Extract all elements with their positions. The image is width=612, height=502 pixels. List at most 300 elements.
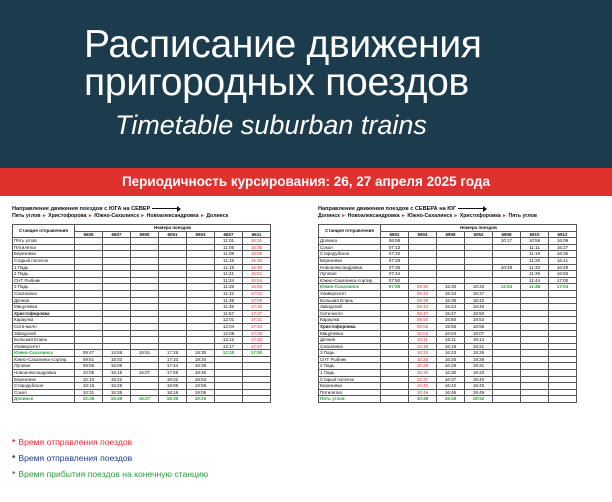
time-cell xyxy=(131,271,159,278)
time-cell xyxy=(493,244,521,251)
train-number: 6903 xyxy=(187,231,215,238)
time-cell xyxy=(549,376,577,383)
time-cell: 18:37 xyxy=(465,290,493,297)
timetable-table xyxy=(318,224,577,403)
time-cell xyxy=(549,330,577,337)
time-cell xyxy=(75,323,103,330)
time-cell xyxy=(549,317,577,324)
time-cell: 11:21 xyxy=(215,271,243,278)
route-arrow-icon: ► xyxy=(399,213,408,219)
table-row xyxy=(319,383,577,390)
station-name: Большая Елань xyxy=(13,337,75,344)
table-row xyxy=(319,310,577,317)
time-cell xyxy=(75,244,103,251)
time-cell xyxy=(409,271,437,278)
table-row xyxy=(319,396,577,403)
station-name: Пятилетка xyxy=(319,389,381,396)
time-cell xyxy=(215,370,243,377)
table-row xyxy=(13,310,271,317)
station-name: 1 Падь xyxy=(319,370,381,377)
time-cell xyxy=(159,343,187,350)
station-name: Южно-Сахалинск xyxy=(319,284,381,291)
station-name: 1 Падь xyxy=(13,264,75,271)
route-stop: Южно-Сахалинск xyxy=(407,213,453,219)
time-cell xyxy=(159,323,187,330)
time-cell: 16:11 xyxy=(437,337,465,344)
station-name: 3 Падь xyxy=(13,284,75,291)
time-cell: 19:21 xyxy=(465,343,493,350)
time-cell xyxy=(465,244,493,251)
time-cell xyxy=(549,396,577,403)
station-name: Новоалександровка xyxy=(13,370,75,377)
time-cell xyxy=(381,323,409,330)
station-name: Караулка xyxy=(319,317,381,324)
time-cell: 11:05 xyxy=(215,244,243,251)
table-row xyxy=(13,370,271,377)
time-cell xyxy=(549,290,577,297)
time-cell: 07:36 xyxy=(381,264,409,271)
periodicity-band xyxy=(0,168,612,196)
arrow-right-icon xyxy=(458,208,484,209)
time-cell xyxy=(131,264,159,271)
time-cell xyxy=(215,389,243,396)
time-cell xyxy=(131,383,159,390)
time-cell: 11:44 xyxy=(521,277,549,284)
table-row xyxy=(13,284,271,291)
table-row xyxy=(13,297,271,304)
time-cell xyxy=(159,310,187,317)
time-cell: 16:56 xyxy=(243,284,271,291)
time-cell xyxy=(493,251,521,258)
table-row xyxy=(13,376,271,383)
time-cell xyxy=(131,251,159,258)
train-number: 6611 xyxy=(243,231,271,238)
station-name: СНТ Рыбник xyxy=(319,356,381,363)
time-cell xyxy=(131,310,159,317)
time-cell: 18:33 xyxy=(465,284,493,291)
time-cell xyxy=(381,396,409,403)
station-name: Пять углов xyxy=(319,396,381,403)
time-cell xyxy=(103,330,131,337)
legend-blue-text: Время отправления поездов xyxy=(18,453,133,463)
route-arrow-icon: ► xyxy=(500,213,509,219)
table-row xyxy=(319,317,577,324)
time-cell xyxy=(549,323,577,330)
table-row xyxy=(13,350,271,357)
time-cell xyxy=(187,310,215,317)
time-cell xyxy=(493,317,521,324)
station-name: 2 Падь xyxy=(319,363,381,370)
time-cell xyxy=(131,238,159,245)
time-cell xyxy=(549,350,577,357)
time-cell: 18:30 xyxy=(187,350,215,357)
time-cell: 17:28 xyxy=(159,350,187,357)
time-cell xyxy=(437,244,465,251)
time-cell: 11:26 xyxy=(215,284,243,291)
time-cell: 16:35 xyxy=(243,244,271,251)
time-cell xyxy=(437,251,465,258)
station-name: Стародубское xyxy=(319,251,381,258)
time-cell: 09:43 xyxy=(409,304,437,311)
time-cell xyxy=(75,257,103,264)
train-number: 6906 xyxy=(437,231,465,238)
time-cell xyxy=(549,337,577,344)
station-name: Мицулевка xyxy=(319,330,381,337)
time-cell xyxy=(493,330,521,337)
time-cell xyxy=(521,304,549,311)
time-cell: 19:07 xyxy=(465,330,493,337)
time-cell xyxy=(187,277,215,284)
station-name: 2 Падь xyxy=(13,271,75,278)
time-cell xyxy=(381,389,409,396)
time-cell: 15:47 xyxy=(437,310,465,317)
route-stop: Пять углов xyxy=(508,213,537,219)
time-cell xyxy=(493,370,521,377)
station-name: Сити-молл xyxy=(13,323,75,330)
legend-green-text: Время прибытия поездов на конечную станцию xyxy=(18,469,209,479)
time-cell xyxy=(187,257,215,264)
time-cell xyxy=(409,244,437,251)
time-cell: 07:55 xyxy=(381,284,409,291)
station-name: Сокол xyxy=(319,244,381,251)
route-arrow-icon: ► xyxy=(40,213,49,219)
station-name: Старый поселок xyxy=(319,376,381,383)
time-cell: 18:16 xyxy=(159,389,187,396)
time-cell xyxy=(381,337,409,344)
table-row xyxy=(319,363,577,370)
time-cell xyxy=(381,356,409,363)
time-cell: 16:49 xyxy=(437,396,465,403)
station-name: Сокол xyxy=(13,389,75,396)
time-cell xyxy=(549,297,577,304)
route-stop: Христофоровка xyxy=(459,213,501,219)
time-cell xyxy=(493,257,521,264)
direction-heading xyxy=(318,206,603,213)
table-row xyxy=(13,323,271,330)
time-cell: 17:33 xyxy=(159,356,187,363)
time-cell xyxy=(493,376,521,383)
time-cell: 12:01 xyxy=(215,317,243,324)
time-cell xyxy=(243,376,271,383)
time-cell: 11:03 xyxy=(493,284,521,291)
time-cell xyxy=(521,330,549,337)
table-row xyxy=(13,330,271,337)
time-cell: 19:28 xyxy=(465,356,493,363)
route-stop: Новоалександровка xyxy=(347,213,400,219)
time-cell: 12:12 xyxy=(215,337,243,344)
time-cell xyxy=(493,396,521,403)
time-cell xyxy=(75,310,103,317)
time-cell: 16:30 xyxy=(437,370,465,377)
station-column-header: Станция отправления xyxy=(319,225,381,238)
time-cell: 11:01 xyxy=(215,238,243,245)
time-cell xyxy=(75,284,103,291)
time-cell: 11:24 xyxy=(215,277,243,284)
time-cell xyxy=(381,330,409,337)
station-name: Мицулевка xyxy=(13,304,75,311)
station-name: Дачная xyxy=(13,297,75,304)
station-name: Христофоровка xyxy=(13,310,75,317)
time-cell: 16:42 xyxy=(437,383,465,390)
time-cell xyxy=(187,317,215,324)
time-cell: 17:34 xyxy=(243,323,271,330)
time-cell xyxy=(159,297,187,304)
time-cell: 09:51 xyxy=(75,356,103,363)
time-cell: 17:50 xyxy=(243,350,271,357)
time-cell: 09:47 xyxy=(409,310,437,317)
table-row xyxy=(13,290,271,297)
time-cell xyxy=(437,271,465,278)
time-cell: 18:46 xyxy=(465,304,493,311)
time-cell: 16:28 xyxy=(437,363,465,370)
time-cell xyxy=(437,238,465,245)
asterisk-icon: * xyxy=(12,469,16,479)
time-cell: 10:17 xyxy=(493,238,521,245)
time-cell: 12:08 xyxy=(215,330,243,337)
route-stop: Пять углов xyxy=(12,213,41,219)
time-cell: 15:22 xyxy=(103,376,131,383)
station-name: 3 Падь xyxy=(319,350,381,357)
time-cell xyxy=(409,277,437,284)
time-cell: 18:53 xyxy=(187,376,215,383)
train-number: 6908 xyxy=(493,231,521,238)
train-number: 6912 xyxy=(549,231,577,238)
time-cell: 07:28 xyxy=(381,257,409,264)
route-stop: Христофорова xyxy=(48,213,87,219)
time-cell xyxy=(521,389,549,396)
time-cell xyxy=(131,257,159,264)
time-cell xyxy=(381,297,409,304)
station-name: Березняки xyxy=(319,257,381,264)
time-cell xyxy=(159,317,187,324)
time-cell xyxy=(215,376,243,383)
time-cell xyxy=(465,271,493,278)
time-cell xyxy=(103,271,131,278)
table-row xyxy=(319,284,577,291)
route-arrow-icon: ► xyxy=(138,213,147,219)
time-cell: 10:28 xyxy=(409,363,437,370)
time-cell: 16:31 xyxy=(243,238,271,245)
time-cell: 12:17 xyxy=(215,343,243,350)
station-name: Луговое xyxy=(13,363,75,370)
time-cell xyxy=(75,317,103,324)
station-name: Дачная xyxy=(319,337,381,344)
time-cell: 10:11 xyxy=(409,337,437,344)
time-cell xyxy=(159,257,187,264)
time-cell xyxy=(131,290,159,297)
station-name: Долинск xyxy=(319,238,381,245)
time-cell xyxy=(243,396,271,403)
time-cell: 11:25 xyxy=(521,257,549,264)
time-cell: 10:16 xyxy=(75,383,103,390)
time-cell xyxy=(465,277,493,284)
time-cell: 11:33 xyxy=(521,264,549,271)
header-row xyxy=(319,225,577,232)
time-cell xyxy=(75,264,103,271)
time-cell: 10:05 xyxy=(75,370,103,377)
train-number: 6910 xyxy=(521,231,549,238)
station-name: Пятилетка xyxy=(13,244,75,251)
time-cell: 17:31 xyxy=(243,317,271,324)
time-cell: 11:32 xyxy=(215,290,243,297)
time-cell xyxy=(187,290,215,297)
time-cell: 15:55 xyxy=(437,323,465,330)
legend-green xyxy=(12,466,208,482)
page-subtitle: Timetable suburban trains xyxy=(115,110,427,140)
time-cell: 16:45 xyxy=(243,257,271,264)
time-cell: 10:30 xyxy=(409,370,437,377)
time-cell xyxy=(103,304,131,311)
time-cell xyxy=(243,356,271,363)
time-cell: 19:20 xyxy=(187,396,215,403)
time-cell: 11:19 xyxy=(215,264,243,271)
station-name: Березняки xyxy=(319,383,381,390)
time-cell xyxy=(103,277,131,284)
time-cell: 07:20 xyxy=(381,251,409,258)
time-cell xyxy=(493,389,521,396)
table-row xyxy=(319,297,577,304)
time-cell: 16:25 xyxy=(437,356,465,363)
time-cell xyxy=(103,244,131,251)
time-cell: 19:31 xyxy=(465,363,493,370)
table-row xyxy=(13,317,271,324)
station-name: Пять углов xyxy=(13,238,75,245)
time-cell xyxy=(521,350,549,357)
time-cell: 11:15 xyxy=(215,257,243,264)
time-cell: 18:39 xyxy=(187,363,215,370)
time-cell xyxy=(131,284,159,291)
time-cell xyxy=(521,396,549,403)
time-cell xyxy=(131,277,159,284)
direction-text: Направление движения поездов с СЕВЕРА на ЮГ xyxy=(318,206,457,212)
time-cell xyxy=(493,271,521,278)
time-cell xyxy=(521,343,549,350)
table-row xyxy=(13,389,271,396)
legend-red xyxy=(12,434,208,450)
time-cell: 12:20 xyxy=(215,350,243,357)
time-cell xyxy=(75,304,103,311)
time-cell: 16:04 xyxy=(437,330,465,337)
time-cell: 11:46 xyxy=(215,304,243,311)
time-cell: 09:50 xyxy=(409,317,437,324)
station-name: Луговое xyxy=(319,271,381,278)
station-name: Университет xyxy=(13,343,75,350)
time-cell xyxy=(493,337,521,344)
table-row xyxy=(319,244,577,251)
train-number: 6052 xyxy=(465,231,493,238)
time-cell xyxy=(103,310,131,317)
table-row xyxy=(13,337,271,344)
time-cell: 16:07 xyxy=(131,370,159,377)
asterisk-icon: * xyxy=(12,453,16,463)
time-cell xyxy=(521,376,549,383)
time-cell xyxy=(103,251,131,258)
time-cell xyxy=(131,376,159,383)
time-cell xyxy=(75,330,103,337)
time-cell xyxy=(521,290,549,297)
time-cell xyxy=(409,257,437,264)
timetable-table xyxy=(12,224,271,403)
time-cell: 18:58 xyxy=(465,323,493,330)
table-row xyxy=(319,277,577,284)
time-cell: 11:19 xyxy=(521,251,549,258)
time-cell: 17:27 xyxy=(243,310,271,317)
time-cell xyxy=(131,337,159,344)
time-cell xyxy=(103,343,131,350)
time-cell xyxy=(159,251,187,258)
time-cell xyxy=(131,323,159,330)
table-row xyxy=(13,356,271,363)
table-row xyxy=(13,244,271,251)
time-cell xyxy=(521,356,549,363)
time-cell: 15:43 xyxy=(437,304,465,311)
time-cell: 14:59 xyxy=(103,350,131,357)
station-name: Березняки xyxy=(13,251,75,258)
time-cell: 19:52 xyxy=(465,396,493,403)
time-cell: 16:35 xyxy=(549,251,577,258)
time-cell: 10:56 xyxy=(521,238,549,245)
time-cell xyxy=(521,383,549,390)
time-cell: 17:04 xyxy=(549,284,577,291)
time-cell: 18:42 xyxy=(465,297,493,304)
station-name: СНТ Рыбник xyxy=(13,277,75,284)
time-cell: 19:40 xyxy=(465,376,493,383)
time-cell: 12:04 xyxy=(215,323,243,330)
time-cell xyxy=(521,297,549,304)
time-cell xyxy=(131,244,159,251)
time-cell: 16:41 xyxy=(549,257,577,264)
time-cell xyxy=(381,290,409,297)
route-stop: Новоалександровка xyxy=(146,213,199,219)
time-cell xyxy=(409,264,437,271)
time-cell xyxy=(521,337,549,344)
time-cell xyxy=(75,277,103,284)
time-cell xyxy=(493,363,521,370)
time-cell xyxy=(493,350,521,357)
time-cell xyxy=(75,238,103,245)
route-arrow-icon: ► xyxy=(198,213,207,219)
timetable-north-south xyxy=(318,206,603,403)
table-row xyxy=(13,271,271,278)
time-cell: 16:46 xyxy=(437,389,465,396)
time-cell: 11:57 xyxy=(215,310,243,317)
route-line xyxy=(318,213,603,220)
time-cell: 10:31 xyxy=(75,389,103,396)
table-row xyxy=(319,343,577,350)
time-cell xyxy=(465,238,493,245)
time-cell: 18:50 xyxy=(465,310,493,317)
time-cell xyxy=(131,304,159,311)
time-cell: 11:08 xyxy=(215,251,243,258)
station-name: Заводской xyxy=(319,304,381,311)
time-cell: 10:37 xyxy=(409,376,437,383)
time-cell: 10:49 xyxy=(409,396,437,403)
time-cell: 15:39 xyxy=(437,297,465,304)
time-cell xyxy=(131,330,159,337)
time-cell: 09:47 xyxy=(75,350,103,357)
train-number: 6902 xyxy=(381,231,409,238)
time-cell xyxy=(103,323,131,330)
table-row xyxy=(319,389,577,396)
time-cell: 11:48 xyxy=(521,284,549,291)
time-cell xyxy=(159,264,187,271)
time-cell xyxy=(493,323,521,330)
station-name: Долинск xyxy=(13,396,75,403)
header-row xyxy=(13,225,271,232)
table-row xyxy=(319,350,577,357)
table-row xyxy=(319,323,577,330)
time-cell xyxy=(103,290,131,297)
